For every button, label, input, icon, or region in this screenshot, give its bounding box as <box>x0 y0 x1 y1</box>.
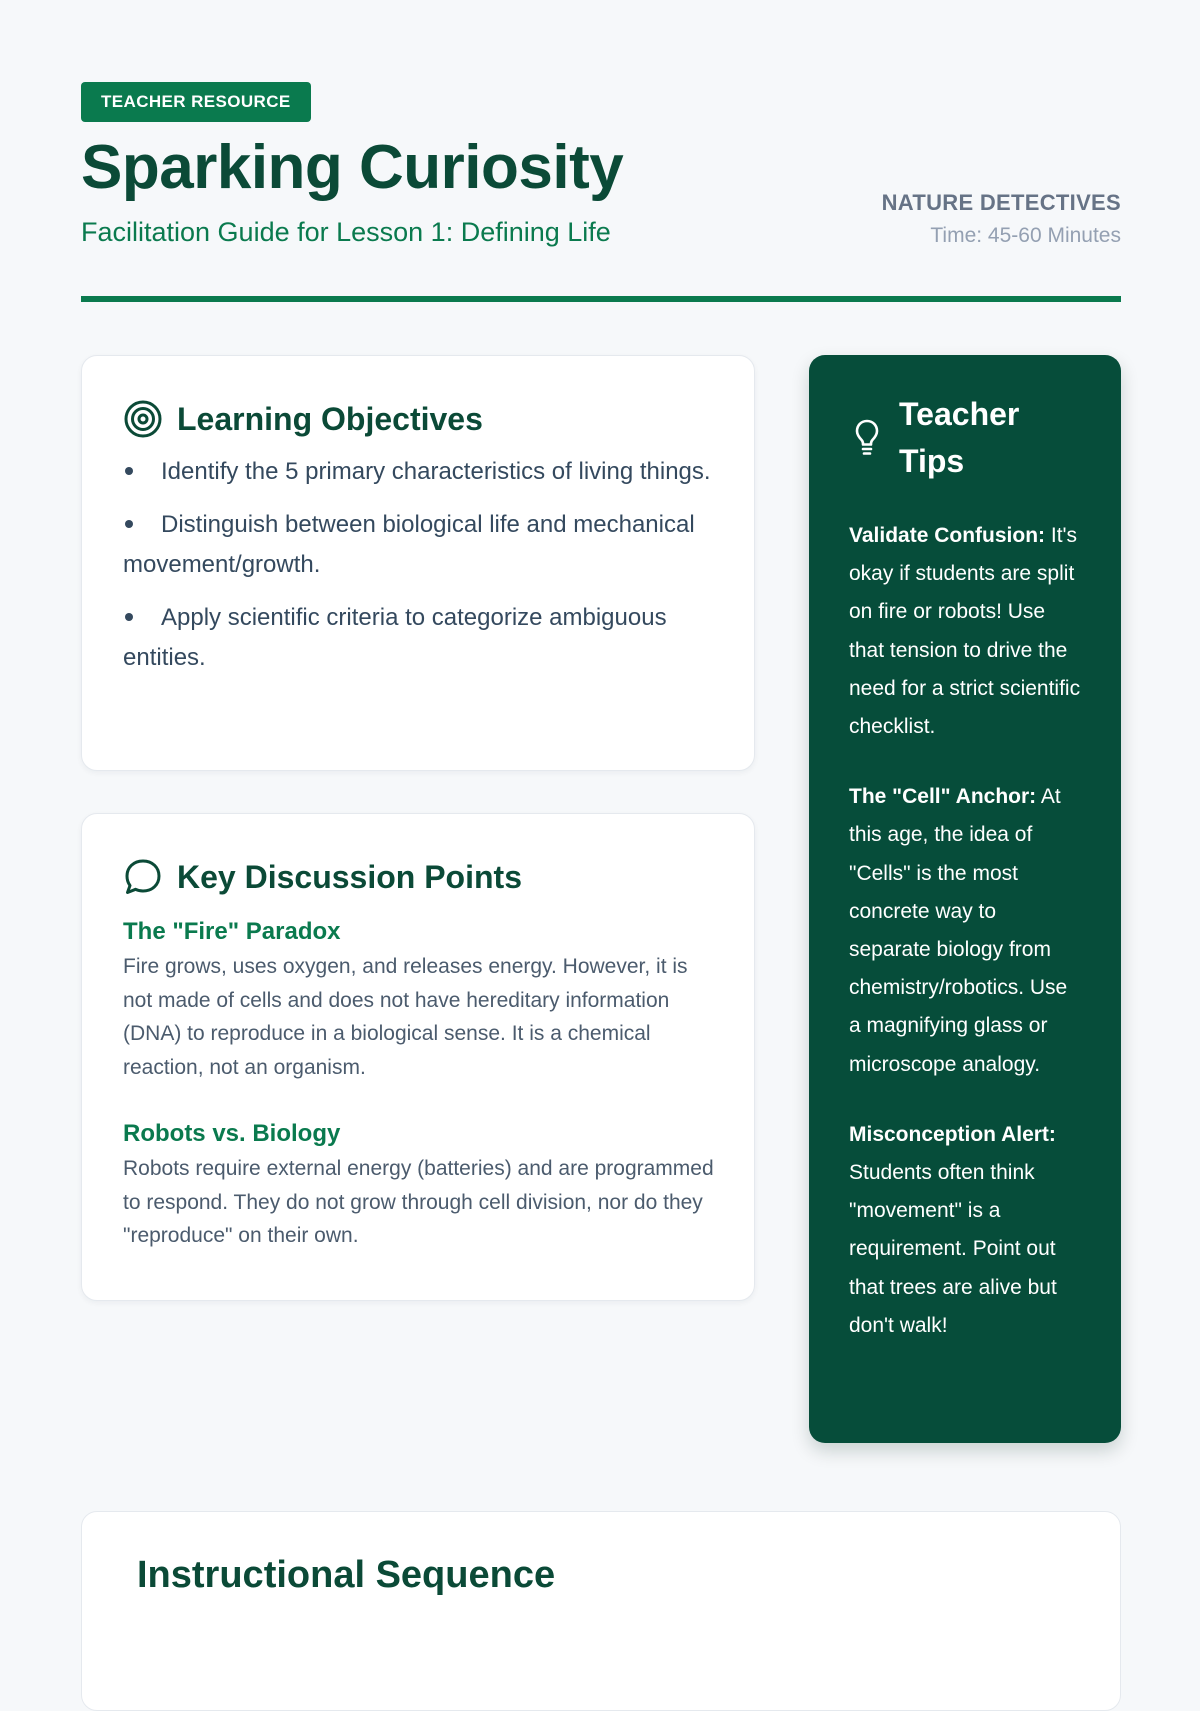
tip-label: The "Cell" Anchor: <box>849 785 1037 809</box>
header-divider <box>81 296 1121 302</box>
tip-text: Students often think "movement" is a requirement. Point out that trees are alive but don't walk! <box>849 1161 1057 1337</box>
teacher-tips-panel <box>809 355 1121 1443</box>
discussion-item-text: Fire grows, uses oxygen, and releases energy. However, it is not made of cells and does not have hereditary information (DNA) to reproduce in a biological sense. It is a chemical reaction, not an organism. <box>123 955 688 1079</box>
bullet-icon <box>125 613 133 621</box>
tip-item <box>849 517 1081 746</box>
discussion-points-heading: Key Discussion Points <box>177 858 522 895</box>
tip-label: Misconception Alert: <box>849 1122 1056 1146</box>
page-subtitle: Facilitation Guide for Lesson 1: Defining Life <box>81 217 611 247</box>
tip-text: At this age, the idea of "Cells" is the most concrete way to separate biology from chemistry/robotics. Use a magnifying glass or microscope analogy. <box>849 785 1068 1076</box>
teacher-tips-heading: Teacher Tips <box>899 396 1020 479</box>
learning-objectives-heading: Learning Objectives <box>177 400 483 437</box>
instructional-sequence-card <box>81 1511 1121 1711</box>
speech-bubble-icon <box>123 857 163 897</box>
discussion-item-title: Robots vs. Biology <box>123 1120 341 1147</box>
tip-item <box>849 778 1081 1084</box>
list-item <box>123 598 714 678</box>
tip-item <box>849 1116 1081 1345</box>
lesson-duration: Time: 45-60 Minutes <box>930 224 1121 247</box>
teacher-resource-badge: TEACHER RESOURCE <box>81 82 311 122</box>
objective-text: Identify the 5 primary characteristics of living things. <box>161 458 711 485</box>
objective-text: Apply scientific criteria to categorize ambiguous entities. <box>123 604 667 671</box>
discussion-points-card <box>81 813 755 1301</box>
discussion-item <box>123 914 714 1084</box>
teacher-tips-header <box>849 391 1081 485</box>
program-name: NATURE DETECTIVES <box>881 190 1121 215</box>
bullet-icon <box>125 520 133 528</box>
discussion-item <box>123 1116 714 1253</box>
discussion-item-text: Robots require external energy (batteries) and are programmed to respond. They do not grow through cell division, nor do they "reproduce" on their own. <box>123 1157 714 1247</box>
lesson-meta <box>882 186 1121 252</box>
list-item <box>123 452 714 492</box>
objectives-list <box>123 452 714 678</box>
tip-text: It's okay if students are split on fire or robots! Use that tension to drive the need for a strict scientific checklist. <box>849 524 1081 739</box>
learning-objectives-card <box>81 355 755 771</box>
discussion-points-header <box>123 850 714 904</box>
bullet-icon <box>125 467 133 475</box>
objective-text: Distinguish between biological life and mechanical movement/growth. <box>123 511 695 578</box>
discussion-item-title: The "Fire" Paradox <box>123 918 341 945</box>
target-icon <box>123 399 163 439</box>
learning-objectives-header <box>123 392 714 446</box>
tip-label: Validate Confusion: <box>849 524 1046 547</box>
instructional-sequence-heading: Instructional Sequence <box>137 1554 556 1596</box>
lightbulb-icon <box>853 418 881 458</box>
page-title: Sparking Curiosity <box>81 133 624 202</box>
list-item <box>123 505 714 585</box>
